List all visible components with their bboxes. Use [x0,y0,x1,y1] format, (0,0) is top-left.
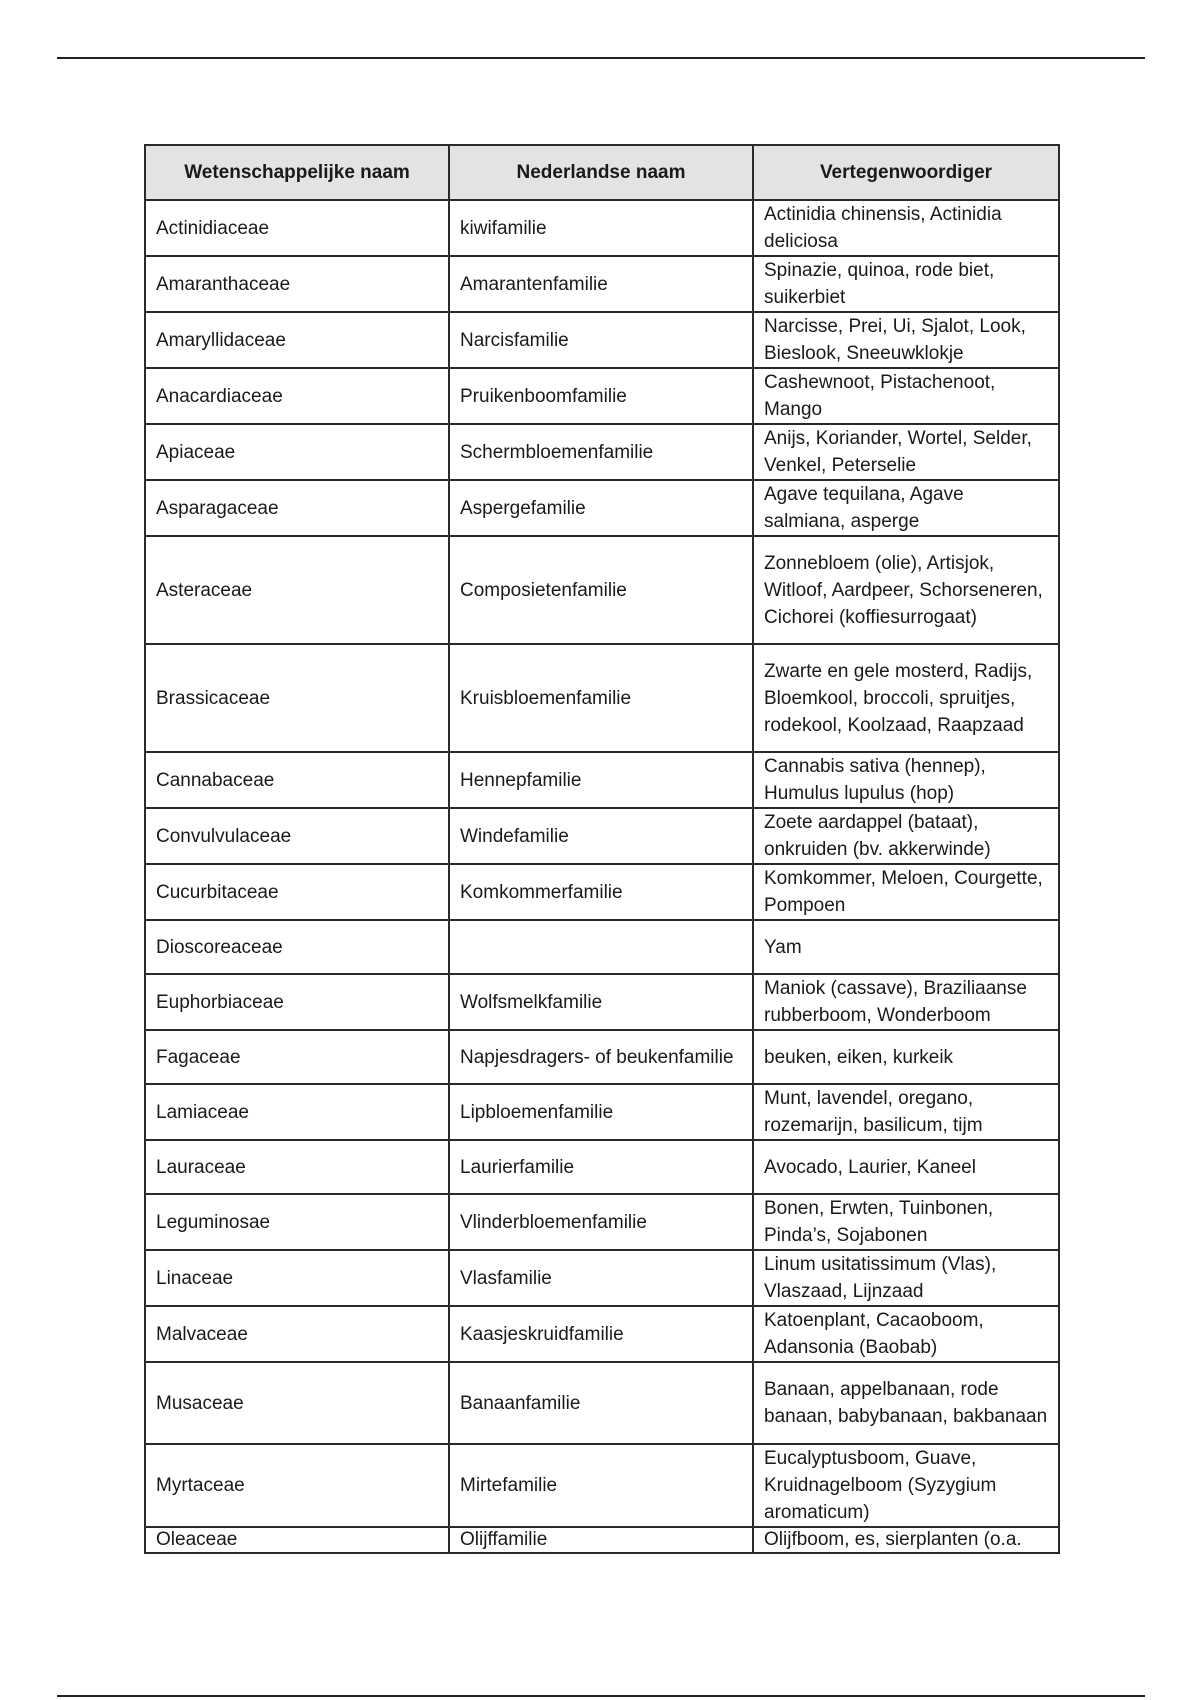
cell-dutch-name: Vlinderbloemenfamilie [449,1194,753,1250]
cell-dutch-name [449,920,753,974]
table-row [145,1250,1059,1306]
cell-scientific-name: Lamiaceae [145,1084,449,1140]
top-rule [57,57,1145,59]
cell-representative: Yam [753,920,1059,974]
cell-representative: Olijfboom, es, sierplanten (o.a. [753,1527,1059,1553]
cell-dutch-name: Laurierfamilie [449,1140,753,1194]
cell-dutch-name: Banaanfamilie [449,1362,753,1444]
cell-dutch-name: Kruisbloemenfamilie [449,644,753,752]
cell-scientific-name: Myrtaceae [145,1444,449,1527]
cell-dutch-name: Amarantenfamilie [449,256,753,312]
cell-scientific-name: Actinidiaceae [145,200,449,256]
cell-dutch-name: Schermbloemenfamilie [449,424,753,480]
cell-dutch-name: Windefamilie [449,808,753,864]
cell-scientific-name: Euphorbiaceae [145,974,449,1030]
cell-dutch-name: Composietenfamilie [449,536,753,644]
cell-dutch-name: Lipbloemenfamilie [449,1084,753,1140]
cell-scientific-name: Anacardiaceae [145,368,449,424]
cell-representative: Actinidia chinensis, Actinidia deliciosa [753,200,1059,256]
table-row [145,1084,1059,1140]
table-row [145,920,1059,974]
cell-dutch-name: Aspergefamilie [449,480,753,536]
table-row [145,536,1059,644]
cell-representative: Zwarte en gele mosterd, Radijs, Bloemkool, broccoli, spruitjes, rodekool, Koolzaad, Raapzaad [753,644,1059,752]
header-dutch-name: Nederlandse naam [449,145,753,200]
cell-representative: Banaan, appelbanaan, rode banaan, babybanaan, bakbanaan [753,1362,1059,1444]
cell-dutch-name: Mirtefamilie [449,1444,753,1527]
plant-families-table [144,144,1060,1554]
cell-representative: Zonnebloem (olie), Artisjok, Witloof, Aardpeer, Schorseneren, Cichorei (koffiesurrogaat) [753,536,1059,644]
cell-dutch-name: Komkommerfamilie [449,864,753,920]
table-row [145,1444,1059,1527]
cell-representative: Zoete aardappel (bataat), onkruiden (bv. akkerwinde) [753,808,1059,864]
cell-representative: beuken, eiken, kurkeik [753,1030,1059,1084]
table-row [145,1194,1059,1250]
cell-representative: Eucalyptusboom, Guave, Kruidnagelboom (Syzygium aromaticum) [753,1444,1059,1527]
cell-scientific-name: Brassicaceae [145,644,449,752]
cell-representative: Komkommer, Meloen, Courgette, Pompoen [753,864,1059,920]
cell-representative: Maniok (cassave), Braziliaanse rubberboom, Wonderboom [753,974,1059,1030]
cell-representative: Bonen, Erwten, Tuinbonen, Pinda’s, Sojabonen [753,1194,1059,1250]
cell-scientific-name: Lauraceae [145,1140,449,1194]
table-row [145,368,1059,424]
header-representative: Vertegenwoordiger [753,145,1059,200]
cell-representative: Avocado, Laurier, Kaneel [753,1140,1059,1194]
cell-scientific-name: Malvaceae [145,1306,449,1362]
cell-dutch-name: Hennepfamilie [449,752,753,808]
cell-dutch-name: kiwifamilie [449,200,753,256]
table-row [145,752,1059,808]
table-row [145,864,1059,920]
table-row [145,1527,1059,1553]
cell-representative: Munt, lavendel, oregano, rozemarijn, basilicum, tijm [753,1084,1059,1140]
table-row [145,1030,1059,1084]
cell-dutch-name: Narcisfamilie [449,312,753,368]
table-row [145,424,1059,480]
cell-representative: Anijs, Koriander, Wortel, Selder, Venkel, Peterselie [753,424,1059,480]
cell-scientific-name: Cucurbitaceae [145,864,449,920]
table-row [145,974,1059,1030]
cell-dutch-name: Vlasfamilie [449,1250,753,1306]
cell-scientific-name: Amaranthaceae [145,256,449,312]
cell-representative: Cashewnoot, Pistachenoot, Mango [753,368,1059,424]
table-header-row [145,145,1059,200]
table-row [145,200,1059,256]
table-row [145,1140,1059,1194]
cell-scientific-name: Convulvulaceae [145,808,449,864]
cell-scientific-name: Asteraceae [145,536,449,644]
cell-scientific-name: Fagaceae [145,1030,449,1084]
cell-scientific-name: Apiaceae [145,424,449,480]
bottom-rule [57,1695,1145,1697]
cell-scientific-name: Musaceae [145,1362,449,1444]
cell-dutch-name: Pruikenboomfamilie [449,368,753,424]
cell-dutch-name: Kaasjeskruidfamilie [449,1306,753,1362]
table-row [145,1306,1059,1362]
cell-representative: Agave tequilana, Agave salmiana, asperge [753,480,1059,536]
table-row [145,1362,1059,1444]
table-row [145,808,1059,864]
table-row [145,256,1059,312]
cell-representative: Narcisse, Prei, Ui, Sjalot, Look, Bieslook, Sneeuwklokje [753,312,1059,368]
cell-representative: Cannabis sativa (hennep), Humulus lupulus (hop) [753,752,1059,808]
cell-dutch-name: Wolfsmelkfamilie [449,974,753,1030]
table-row [145,480,1059,536]
cell-representative: Katoenplant, Cacaoboom, Adansonia (Baobab) [753,1306,1059,1362]
cell-scientific-name: Asparagaceae [145,480,449,536]
cell-scientific-name: Leguminosae [145,1194,449,1250]
cell-representative: Linum usitatissimum (Vlas), Vlaszaad, Lijnzaad [753,1250,1059,1306]
cell-scientific-name: Dioscoreaceae [145,920,449,974]
table-row [145,312,1059,368]
cell-representative: Spinazie, quinoa, rode biet, suikerbiet [753,256,1059,312]
header-scientific-name: Wetenschappelijke naam [145,145,449,200]
cell-scientific-name: Cannabaceae [145,752,449,808]
cell-dutch-name: Napjesdragers- of beukenfamilie [449,1030,753,1084]
table-row [145,644,1059,752]
cell-dutch-name: Olijffamilie [449,1527,753,1553]
cell-scientific-name: Oleaceae [145,1527,449,1553]
cell-scientific-name: Amaryllidaceae [145,312,449,368]
cell-scientific-name: Linaceae [145,1250,449,1306]
